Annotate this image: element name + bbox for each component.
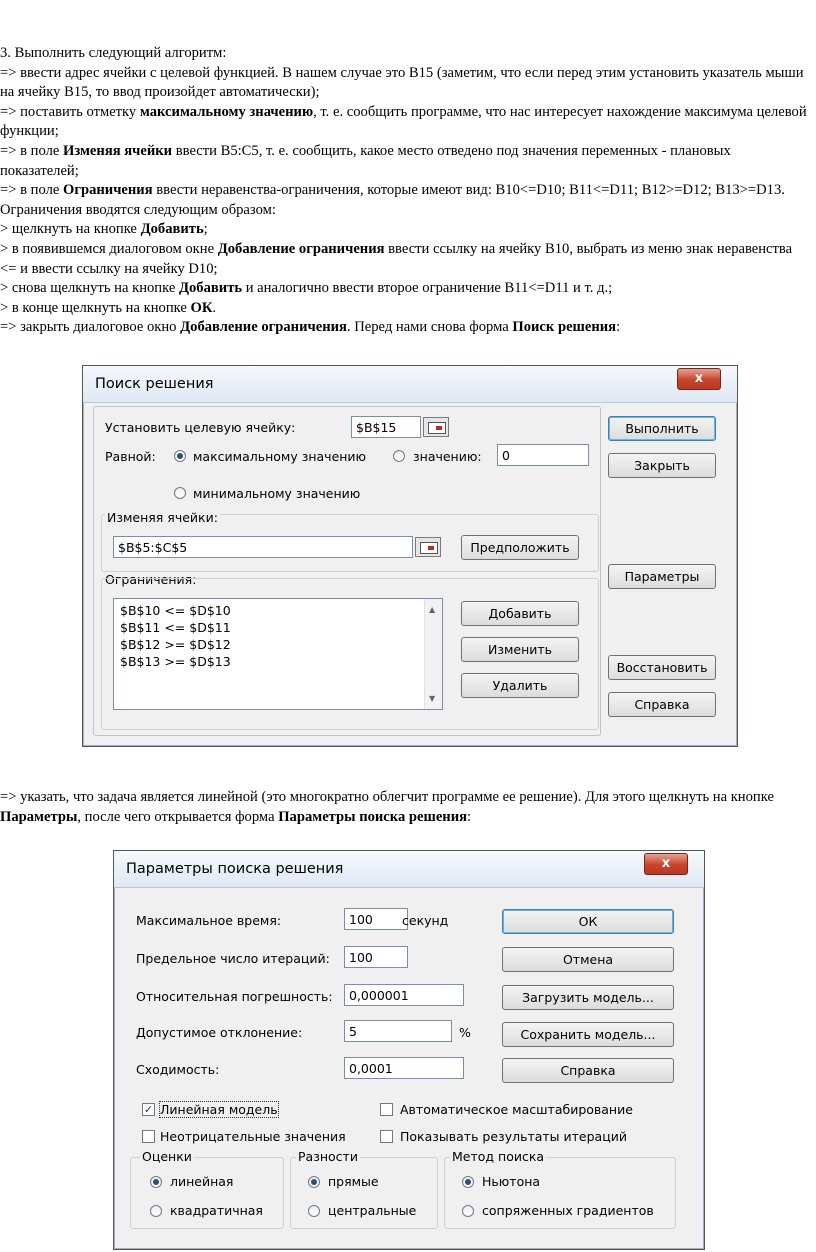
paragraph-step-5 [0,220,812,240]
paragraph-intro: 3. Выполнить следующий алгоритм: [0,45,227,61]
bold-text: Поиск решения [512,319,617,336]
collapse-dialog-icon[interactable] [415,537,441,557]
solver-options-dialog [113,850,705,1250]
max-option-label[interactable]: максимальному значению [193,449,367,464]
paragraph-step-8 [0,299,812,319]
solver-titlebar [83,366,737,403]
save-model-button[interactable]: Сохранить модель... [502,1022,674,1047]
close-icon[interactable]: x [677,368,721,390]
close-button[interactable]: Закрыть [608,453,716,478]
nonnegative-checkbox[interactable] [142,1130,155,1143]
autoscale-label[interactable]: Автоматическое масштабирование [400,1102,633,1117]
paragraph-step-2 [0,103,812,142]
estimates-quadratic-radio[interactable] [150,1205,162,1217]
text: => указать, что задача является линейной (это многократно облегчит программе ее решение). Для этого щелкнуть на кнопке [0,789,774,805]
guess-button[interactable]: Предположить [461,535,579,560]
estimates-group [130,1157,284,1229]
max-time-label: Максимальное время: [136,913,282,928]
text: > в появившемся диалоговом окне [0,240,218,257]
derivatives-central-radio[interactable] [308,1205,320,1217]
paragraph-step-7 [0,279,812,299]
value-radio[interactable] [393,450,405,462]
text: > в конце щелкнуть на кнопке [0,299,191,316]
bold-text: Добавление ограничения [180,319,347,336]
scroll-down-icon[interactable]: ▼ [429,694,436,703]
changing-cells-input[interactable]: $B$5:$C$5 [113,536,413,558]
options-title: Параметры поиска решения [126,861,344,877]
value-option-label[interactable]: значению: [413,449,482,464]
method-conjugate-radio[interactable] [462,1205,474,1217]
text: : [616,319,621,336]
document-text [0,44,812,338]
close-icon[interactable]: x [644,853,688,875]
method-newton-label[interactable]: Ньютона [482,1174,541,1189]
derivatives-title: Разности [298,1149,358,1164]
iterations-label: Предельное число итераций: [136,951,330,966]
collapse-dialog-icon[interactable] [423,417,449,437]
options-button[interactable]: Параметры [608,564,716,589]
estimates-quadratic-label[interactable]: квадратичная [170,1203,263,1218]
max-radio[interactable] [174,450,186,462]
paragraph-step-6 [0,240,812,279]
paragraph-step-4 [0,181,812,220]
show-iterations-checkbox[interactable] [380,1130,393,1143]
solver-title: Поиск решения [95,376,214,392]
text: > снова щелкнуть на кнопке [0,280,179,297]
method-newton-radio[interactable] [462,1176,474,1188]
text: , после чего открывается форма [77,808,279,825]
text: ввести неравенства-ограничения, которые имеют вид: В10<=D10; В11<=D11; В12>=D12; В13>=D13. Ограничения вводятся следующим образом: [0,182,785,218]
max-time-input[interactable]: 100 [344,908,408,930]
nonnegative-label[interactable]: Неотрицательные значения [160,1129,346,1144]
bold-text: Добавить [178,280,243,297]
derivatives-group [290,1157,438,1229]
autoscale-checkbox[interactable] [380,1103,393,1116]
estimates-title: Оценки [142,1149,192,1164]
bold-text: Параметры поиска решения [278,808,468,825]
convergence-label: Сходимость: [136,1062,220,1077]
derivatives-forward-radio[interactable] [308,1176,320,1188]
method-conjugate-label[interactable]: сопряженных градиентов [482,1203,654,1218]
seconds-label: секунд [402,913,449,928]
search-method-group [444,1157,676,1229]
changing-cells-label: Изменяя ячейки: [107,510,218,525]
document-text-2 [0,788,812,827]
derivatives-central-label[interactable]: центральные [328,1203,417,1218]
help-button[interactable]: Справка [608,692,716,717]
cancel-button[interactable]: Отмена [502,947,674,972]
text: => поставить отметку [0,103,140,120]
reset-button[interactable]: Восстановить [608,655,716,680]
constraints-list[interactable] [113,598,443,710]
linear-model-label[interactable]: Линейная модель [160,1102,278,1117]
text: ; [203,221,208,238]
ok-button[interactable]: ОК [502,909,674,934]
add-button[interactable]: Добавить [461,601,579,626]
percent-label: % [459,1025,471,1040]
convergence-input[interactable]: 0,0001 [344,1057,464,1079]
text: => в поле [0,142,63,159]
bold-text: Параметры [0,808,78,825]
min-radio[interactable] [174,487,186,499]
list-item[interactable]: $B$13 >= $D$13 [120,654,231,669]
bold-text: Изменяя ячейки [62,142,173,159]
value-input[interactable]: 0 [497,444,589,466]
load-model-button[interactable]: Загрузить модель... [502,985,674,1010]
min-option-label[interactable]: минимальному значению [193,486,361,501]
help-button[interactable]: Справка [502,1058,674,1083]
scroll-up-icon[interactable]: ▲ [429,605,436,614]
equal-to-label: Равной: [105,449,156,464]
bold-text: максимальному значению [139,103,314,120]
text: ввести ссылку на ячейку В10, выбрать из меню знак неравенства <= и ввести ссылку на ячейку D10; [0,240,793,277]
text: и аналогично ввести второе ограничение В11<=D11 и т. д.; [242,280,613,297]
list-item[interactable]: $B$10 <= $D$10 [120,603,231,618]
iterations-input[interactable]: 100 [344,946,408,968]
text: : [467,808,472,825]
solve-button[interactable]: Выполнить [608,416,716,441]
bold-text: Добавить [140,221,204,238]
show-iterations-label[interactable]: Показывать результаты итераций [400,1129,627,1144]
estimates-linear-radio[interactable] [150,1176,162,1188]
solver-dialog [82,365,738,747]
precision-input[interactable]: 0,000001 [344,984,464,1006]
text: . Перед нами снова форма [346,319,513,336]
derivatives-forward-label[interactable]: прямые [328,1174,379,1189]
bold-text: ОК [190,299,213,316]
target-cell-label: Установить целевую ячейку: [105,420,296,435]
delete-button[interactable]: Удалить [461,673,579,698]
tolerance-label: Допустимое отклонение: [136,1025,303,1040]
target-cell-input[interactable]: $B$15 [351,416,421,438]
change-button[interactable]: Изменить [461,637,579,662]
text: => в поле [0,182,63,199]
paragraph-step-1: => ввести адрес ячейки с целевой функцией. В нашем случае это В15 (заметим, что если перед этим установить указатель мыши на ячейку В15, то ввод произойдет автоматически); [0,64,804,101]
precision-label: Относительная погрешность: [136,989,333,1004]
text: , т. е. сообщить программе, что нас интересует нахождение максимума целевой функции; [0,103,807,140]
paragraph-step-3 [0,142,812,181]
text: => закрыть диалоговое окно [0,319,181,336]
list-item[interactable]: $B$11 <= $D$11 [120,620,231,635]
list-item[interactable]: $B$12 >= $D$12 [120,637,231,652]
scrollbar[interactable] [424,599,442,709]
tolerance-input[interactable]: 5 [344,1020,452,1042]
bold-text: Добавление ограничения [217,240,385,257]
paragraph-step-9 [0,318,812,338]
linear-model-checkbox[interactable]: ✓ [143,1103,154,1116]
options-titlebar [114,851,704,888]
text: . [212,299,217,316]
text: ввести B5:C5, т. е. сообщить, какое место отведено под значения переменных - плановых показателей; [0,142,731,179]
constraints-label: Ограничения: [105,572,197,587]
search-method-title: Метод поиска [452,1149,545,1164]
estimates-linear-label[interactable]: линейная [170,1174,234,1189]
bold-text: Ограничения [62,182,153,199]
text: > щелкнуть на кнопке [0,221,141,238]
paragraph-step-10 [0,788,812,827]
